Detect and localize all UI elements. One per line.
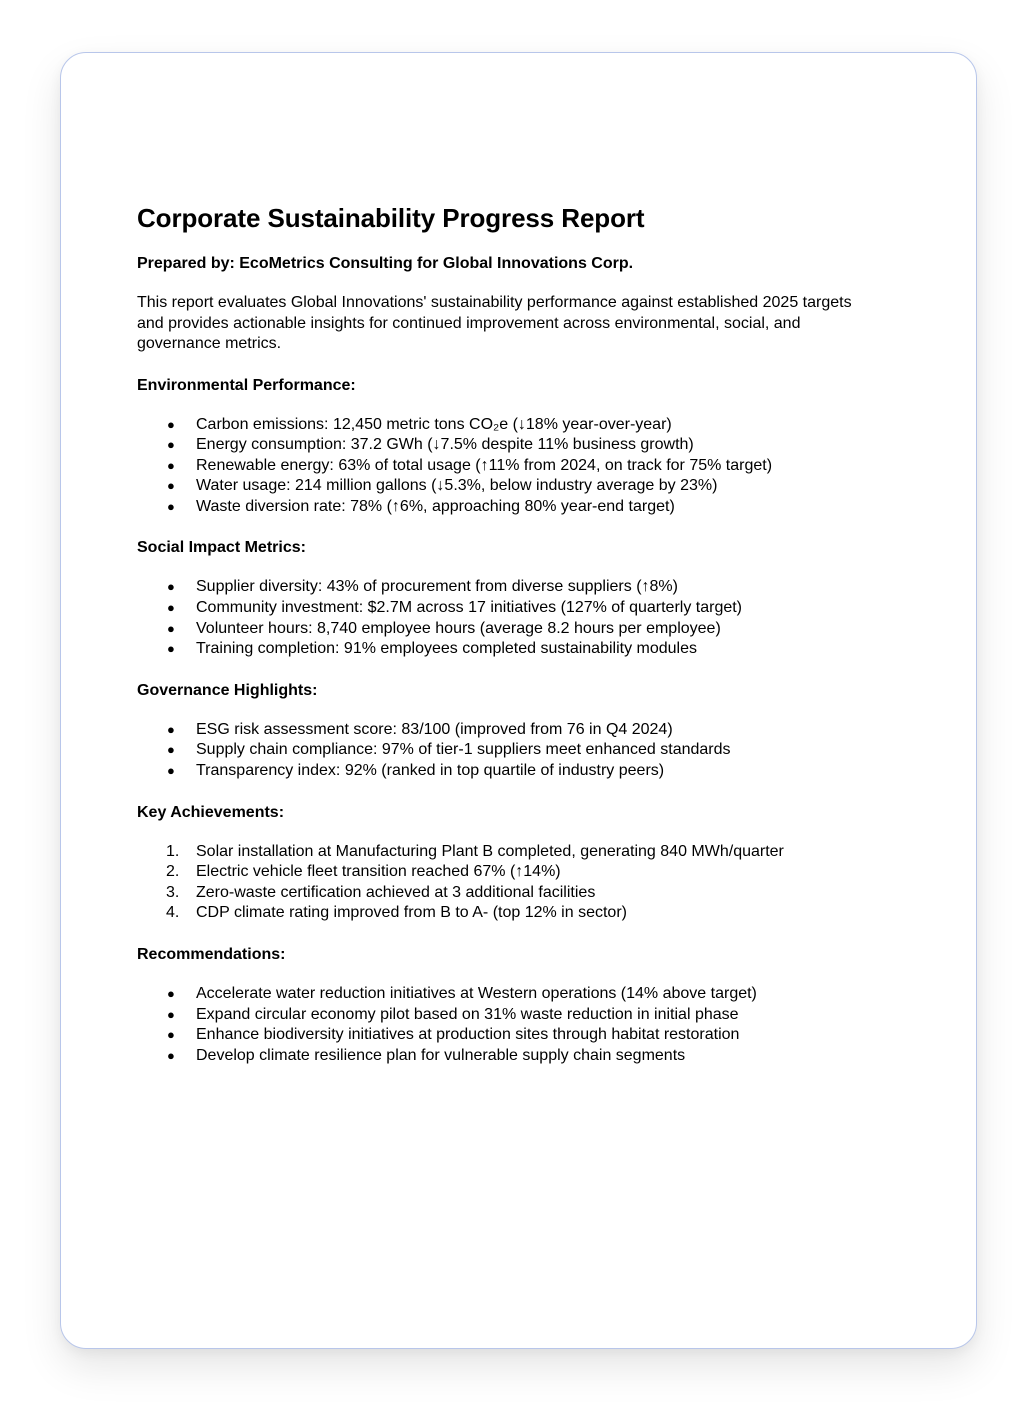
environmental-list [137,415,907,518]
list-item-text: Accelerate water reduction initiatives at Western operations (14% above target) [196,985,757,1002]
list-item [137,577,907,598]
bullet-icon: ● [167,416,175,432]
report-page [60,52,977,1349]
list-item-text: Solar installation at Manufacturing Plant B completed, generating 840 MWh/quarter [196,842,784,860]
social-heading: Social Impact Metrics: [137,539,306,557]
bullet-icon: ● [167,498,175,514]
list-item-text: Electric vehicle fleet transition reached 67% (↑14%) [196,863,561,881]
list-item-text: Transparency index: 92% (ranked in top quartile of industry peers) [196,762,665,780]
list-item-text: Supplier diversity: 43% of procurement from diverse suppliers (↑8%) [196,578,678,596]
list-item [137,415,907,436]
bullet-icon: ● [167,620,175,636]
governance-list [137,720,907,782]
bullet-icon: ● [167,1047,175,1063]
list-item [137,456,907,477]
list-item [137,984,907,1005]
governance-heading: Governance Highlights: [137,681,318,699]
bullet-icon: ● [167,579,175,595]
bullet-icon: ● [167,986,175,1001]
list-item-text: Supply chain compliance: 97% of tier-1 suppliers meet enhanced standards [196,741,731,759]
list-item [137,639,907,660]
list-item [137,435,907,456]
list-item [137,1025,907,1046]
list-item-text: Enhance biodiversity initiatives at production sites through habitat restoration [196,1026,740,1044]
prepared-by: Prepared by: EcoMetrics Consulting for Global Innovations Corp. [137,255,634,272]
list-number: 2. [166,863,180,881]
bullet-icon: ● [167,600,175,616]
environmental-heading: Environmental Performance: [137,376,356,394]
list-item [137,1005,907,1026]
bullet-icon: ● [167,721,175,737]
list-item-text: CDP climate rating improved from B to A- (top 12% in sector) [196,904,627,922]
list-item [137,1046,907,1067]
report-content [137,201,907,1066]
bullet-icon: ● [167,1006,175,1022]
list-item-text: Community investment: $2.7M across 17 initiatives (127% of quarterly target) [196,599,743,617]
bullet-icon: ● [167,478,175,494]
bullet-icon: ● [167,742,175,758]
list-item-text: Carbon emissions: 12,450 metric tons CO₂e (↓18% year-over-year) [196,415,672,433]
report-title: Corporate Sustainability Progress Report [137,203,645,233]
list-item [137,740,907,761]
social-list [137,577,907,659]
list-item [137,903,907,924]
list-item [137,720,907,741]
achievements-list [137,842,907,924]
list-item [137,619,907,640]
list-number: 4. [166,904,180,922]
bullet-icon: ● [167,457,175,473]
list-item [137,862,907,883]
recommendations-heading: Recommendations: [137,946,286,963]
list-number: 3. [166,883,180,901]
list-item-text: Expand circular economy pilot based on 31% waste reduction in initial phase [196,1005,739,1023]
bullet-icon: ● [167,437,175,453]
list-item-text: Develop climate resilience plan for vulnerable supply chain segments [196,1046,686,1064]
list-item-text: Water usage: 214 million gallons (↓5.3%, below industry average by 23%) [196,477,718,495]
list-item-text: Zero-waste certification achieved at 3 additional facilities [196,883,596,901]
report-intro: This report evaluates Global Innovations' sustainability performance against established 2025 targets and provides actionable insights for continued improvement across environmental, social, and governance metrics. [137,294,852,352]
list-item [137,497,907,518]
bullet-icon: ● [167,1027,175,1043]
list-item-text: Renewable energy: 63% of total usage (↑11% from 2024, on track for 75% target) [196,456,773,474]
bullet-icon: ● [167,763,175,779]
list-item-text: Training completion: 91% employees completed sustainability modules [196,640,697,658]
list-item [137,842,907,863]
list-item-text: Energy consumption: 37.2 GWh (↓7.5% despite 11% business growth) [196,436,694,454]
bullet-icon: ● [167,641,175,657]
list-item-text: Volunteer hours: 8,740 employee hours (average 8.2 hours per employee) [196,619,721,637]
recommendations-list [137,984,907,1066]
list-item [137,476,907,497]
list-item [137,883,907,904]
achievements-heading: Key Achievements: [137,803,285,821]
list-item [137,761,907,782]
list-item [137,598,907,619]
list-item-text: ESG risk assessment score: 83/100 (improved from 76 in Q4 2024) [196,720,673,738]
list-number: 1. [166,842,180,860]
list-item-text: Waste diversion rate: 78% (↑6%, approaching 80% year-end target) [196,497,675,515]
